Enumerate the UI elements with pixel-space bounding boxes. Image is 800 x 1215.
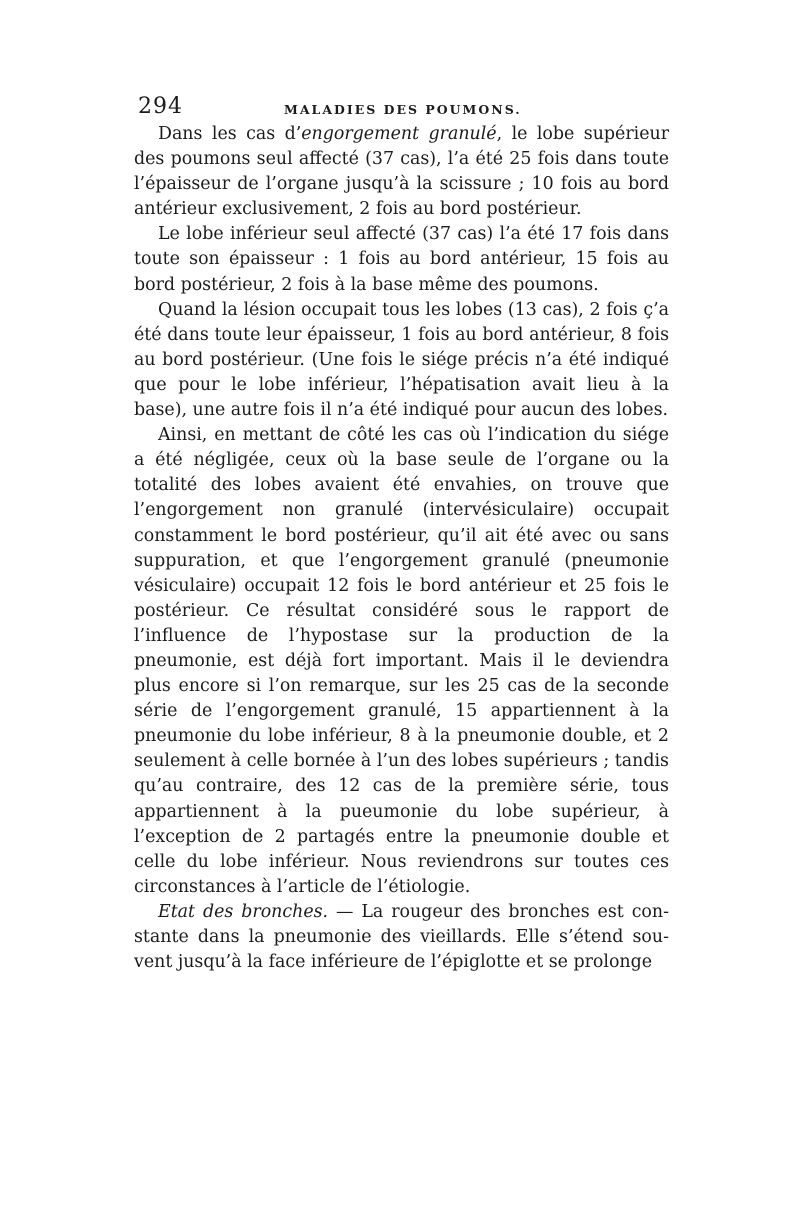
book-page — [134, 92, 669, 975]
page-number: 294 — [138, 94, 183, 119]
paragraph-1-lead: Dans les cas d’ — [158, 124, 302, 144]
section-heading-etat-des-bronches: Etat des bronches. — [158, 901, 329, 922]
paragraph-1-text: , le lobe supérieur des poumons seul affecté (37 cas), l’a été 25 fois dans toute l’épaisseur de l’organe jusqu’à la scissure ; 10 fois au bord antérieur exclusivement, 2 fois au bord postérieur. — [134, 124, 670, 220]
paragraph-1-emphasis: engorgement granulé — [301, 124, 497, 144]
paragraph-4 — [134, 423, 669, 900]
paragraph-1 — [134, 122, 669, 222]
paragraph-2 — [134, 222, 669, 297]
paragraph-5-text: — La rougeur des bronches est constante dans la pneumonie des vieillards. Elle s’étend souvent jusqu’à la face inférieure de l’épiglotte et se prolonge — [134, 901, 669, 973]
paragraph-2-text: Le lobe inférieur seul affecté (37 cas) l’a été 17 fois dans toute son épaisseur : 1 fois au bord antérieur, 15 fois au bord postérieur, 2 fois à la base même des poumons. — [134, 224, 669, 295]
paragraph-3-text: Quand la lésion occupait tous les lobes (13 cas), 2 fois ç’a été dans toute leur épaisseur, 1 fois au bord antérieur, 8 fois au bord postérieur. (Une fois le siége précis n’a été indiqué que pour le lobe inférieur, l’hépatisation avait lieu à la base), une autre fois il n’a été indiqué pour aucun des lobes. — [134, 299, 669, 421]
paragraph-5 — [134, 900, 669, 975]
running-head — [134, 92, 669, 122]
body-text — [134, 122, 669, 975]
paragraph-3 — [134, 298, 669, 423]
paragraph-4-text: Ainsi, en mettant de côté les cas où l’indication du siége a été négligée, ceux où la base seule de l’organe ou la totalité des lobes avaient été envahies, on trouve que l’engorgement non granulé (intervésiculaire) occupait constamment le bord postérieur, qu’il ait été avec ou sans suppuration, et que l’engorgement granulé (pneumonie vésiculaire) occupait 12 fois le bord antérieur et 25 fois le postérieur. Ce résultat considéré sous le rapport de l’influence de l’hypostase sur la production de la pneumonie, est déjà fort important. Mais il le deviendra plus encore si l’on remarque, sur les 25 cas de la seconde série de l’engorgement granulé, 15 appartiennent à la pneumonie du lobe inférieur, 8 à la pneumonie double, et 2 seulement à celle bornée à l’un des lobes supérieurs ; tandis qu’au contraire, des 12 cas de la première série, tous appartiennent à la pueumonie du lobe supérieur, à l’exception de 2 partagés entre la pneumonie double et celle du lobe inférieur. Nous reviendrons sur toutes ces circonstances à l’article de l’étiologie. — [134, 425, 669, 897]
running-title: MALADIES DES POUMONS. — [284, 102, 522, 117]
